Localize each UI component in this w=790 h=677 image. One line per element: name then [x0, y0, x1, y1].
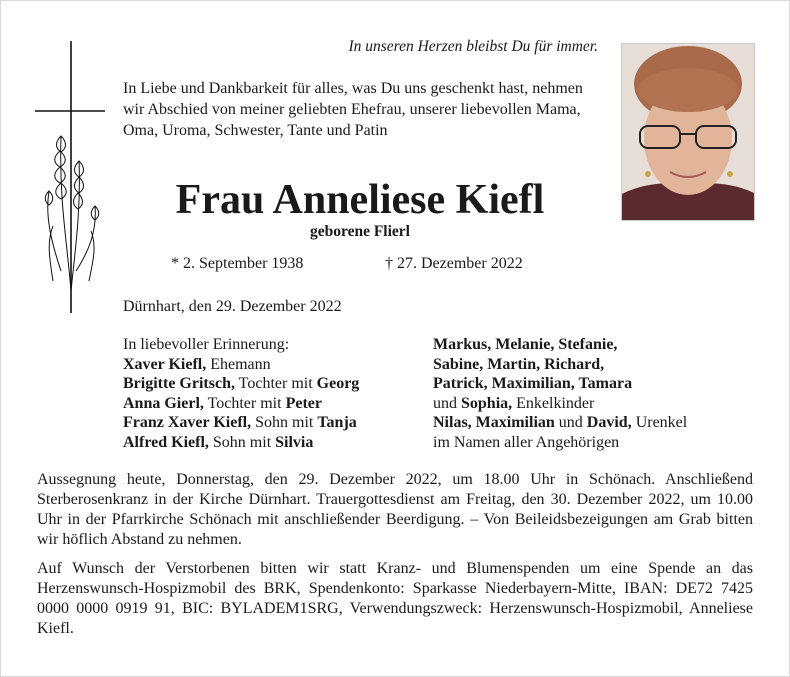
donation-request: Auf Wunsch der Verstorbenen bitten wir statt Kranz- und Blumenspenden um eine Spende an das Herzenswunsch-Hospizmobil des BRK, Spendenkonto: Sparkasse Niederbayern-Mitte, IBAN: DE72 7425 0000 0000 0919 91, BIC: BYLADEM1SRG, Verwendungszweck: Herzenswunsch-Hospizmobil, Anneliese Kiefl.: [37, 560, 753, 637]
birth-date: * 2. September 1938: [171, 255, 304, 272]
funeral-details: Aussegnung heute, Donnerstag, den 29. Dezember 2022, um 18.00 Uhr in Schönach. Anschließend Sterberosenkranz in der Kirche Dürnhart. Trauergottesdienst am Freitag, den 30. Dezember 2022, um 10.00 Uhr in der Pfarrkirche Schönach mit anschließender Beerdigung. – Von Beileidsbezeigungen am Grab bitten wir höflich Abstand zu nehmen.: [37, 471, 753, 548]
mourner-line: Patrick, Maximilian, Tamara: [433, 375, 633, 392]
mourner-line: Alfred Kiefl, Sohn mit Silvia: [123, 433, 314, 451]
place-and-date: Dürnhart, den 29. Dezember 2022: [123, 298, 342, 315]
death-date: † 27. Dezember 2022: [385, 255, 523, 272]
motto: In unseren Herzen bleibst Du für immer.: [348, 38, 598, 55]
mourner-line: Markus, Melanie, Stefanie,: [433, 336, 618, 353]
mourners-list-left: [123, 335, 423, 452]
mourner-line: Xaver Kiefl, Ehemann: [123, 355, 271, 373]
mourner-line: im Namen aller Angehörigen: [433, 433, 620, 451]
intro-text: In Liebe und Dankbarkeit für alles, was Du uns geschenkt hast, nehmen wir Abschied von meiner geliebten Ehefrau, unserer liebevollen Mama, Oma, Uroma, Schwester, Tante und Patin: [123, 80, 583, 139]
deceased-name: Frau Anneliese Kiefl: [175, 177, 545, 223]
mourner-line: Sabine, Martin, Richard,: [433, 355, 605, 373]
maiden-name: geborene Flierl: [309, 223, 410, 240]
mourner-line: Nilas, Maximilian und David, Urenkel: [433, 414, 688, 431]
mourner-line: Anna Gierl, Tochter mit Peter: [123, 394, 322, 412]
mourner-line: und Sophia, Enkelkinder: [433, 394, 595, 412]
mourners-list-right: [433, 335, 763, 452]
mourner-line: Brigitte Gritsch, Tochter mit Georg: [123, 375, 360, 392]
mourner-line: Franz Xaver Kiefl, Sohn mit Tanja: [123, 414, 357, 431]
mourner-line: In liebevoller Erinnerung:: [123, 336, 290, 353]
